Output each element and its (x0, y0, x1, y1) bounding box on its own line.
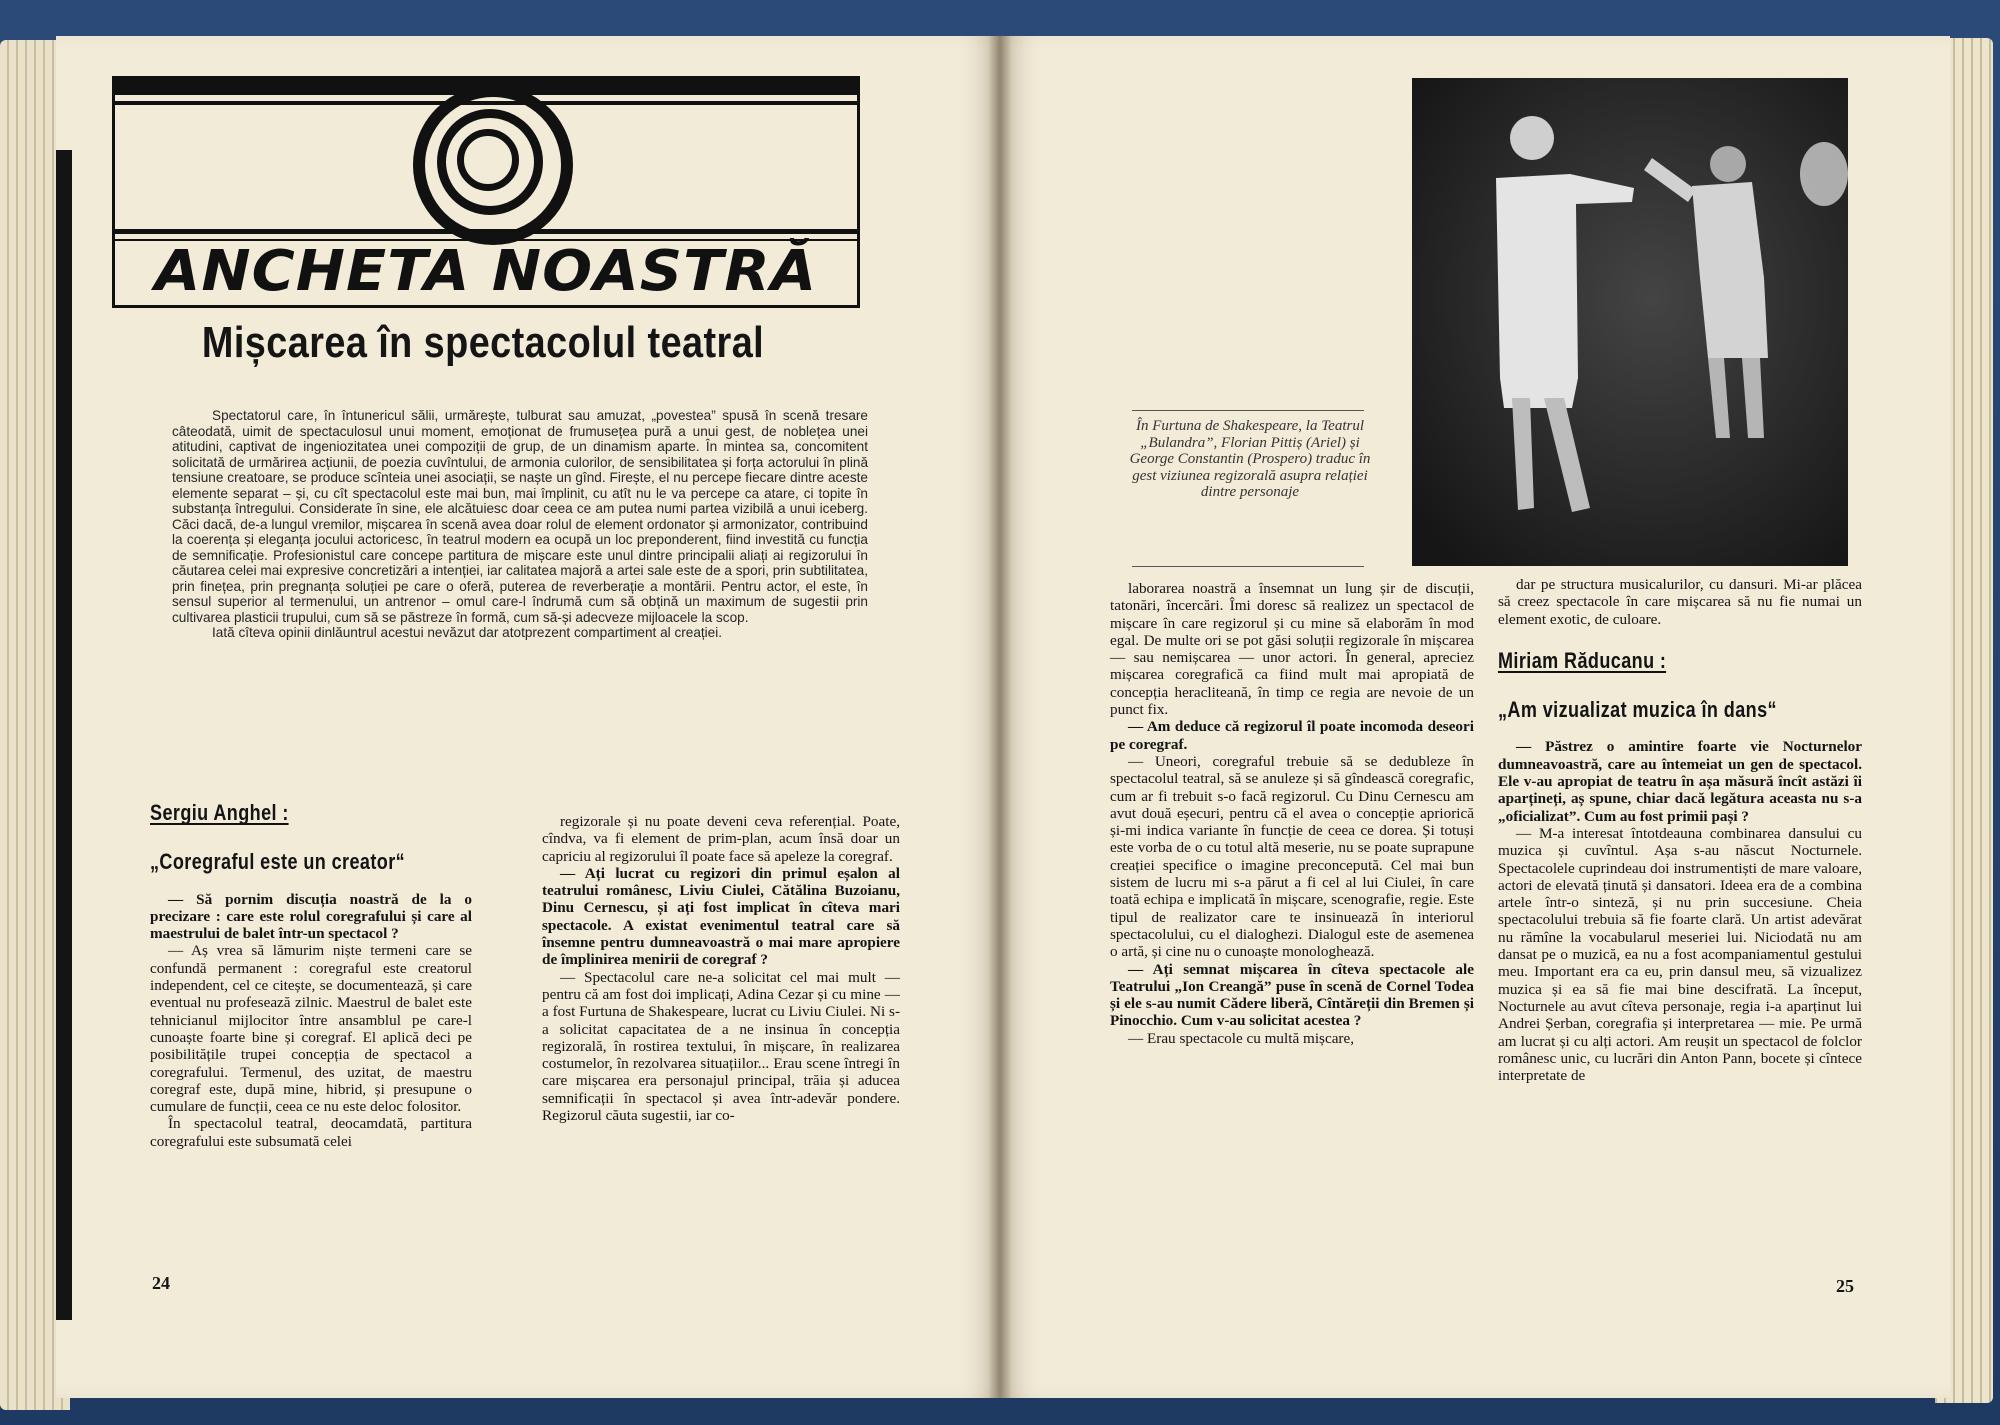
column-1 (150, 800, 472, 1150)
article-intro: Spectatorul care, în întunericul sălii, urmărește, tulburat sau amuzat, „povestea” spusă în scenă tresare câteodată, uimit de spectaculosul unui moment, emoționat de frumusețea pură a unui gest, de noblețea unei atitudini, captivat de ingeniozitatea unei compoziții de grup, de un dinamism aparte. În mintea sa, concomitent solicitată de urmărirea acțiunii, de poezia cuvîntului, de armonia culorilor, de sensibilitatea și forța actorului în plină tensiune creatoare, se produce scînteia unei asociații, se naște un gînd. Firește, el nu percepe fiecare dintre aceste elemente separat – și, cu cît spectacolul este mai bun, mai împlinit, cu atît nu le va percepe ca atare, ci topite în substanța întregului. Considerate în sine, ele alcătuiesc doar ceea ce am putea numi partea vizibilă a unui iceberg. Căci dacă, de-a lungul vremilor, mișcarea în scenă avea doar rolul de element ordonator și armonizator, contribuind la coerența și eleganța jocului actoricesc, în teatrul modern ea ocupă un loc preponderent, fiind investită cu funcția de semnificație. Profesionistul care concepe partitura de mișcare este unul dintre principalii aliați ai regizorului în căutarea celei mai expresive concretizări a intenției, iar calitatea majoră a artei sale este de a spori, prin subtilitatea, prin finețea, prin pregnanța soluției pe care o oferă, puterea de reverberație a montării. Pentru actor, el este, în sensul superior al termenului, un antrenor – omul care-l îndrumă cum să obțină un maximum de sugestii prin cultivarea plasticii trupului, cum să se păstreze în formă, cum să-și adecveze mijloacele la scop. Iată cîteva opinii dinlăuntrul acestui nevăzut dar atotprezent compartiment al creației. (172, 408, 868, 640)
interview-headline: „Coregraful este un creator“ (150, 849, 406, 875)
survey-header (112, 76, 860, 308)
column-3 (1110, 580, 1474, 1047)
caption-rule (1132, 566, 1364, 567)
interview-question: — Am deduce că regizorul îl poate incomoda deseori pe coregraf. (1110, 718, 1474, 753)
rings-logo-icon (413, 85, 563, 235)
production-photo (1412, 78, 1848, 566)
article-title: Mișcarea în spectacolul teatral (201, 318, 765, 367)
interview-question: — Ați semnat mișcarea în cîteva spectacole ale Teatrului „Ion Creangă” puse în scenă de Cornel Todea și ele s-au numit Cădere liberă, Cîntăreții din Bremen și Pinocchio. Cum v-au solicitat acestea ? (1110, 960, 1474, 1030)
interview-question: — Să pornim discuția noastră de la o precizare : care este rolul coregrafului și care al maestrului de balet într-un spectacol ? (150, 890, 472, 943)
interview-answer: — M-a interesat întotdeauna combinarea dansului cu muzica și cuvîntul. Așa s-au născut Nocturnele. Spectacolele cuprindeau doi instrumentiști de mare valoare, actori de elevată ținută și dansatori. Ideea era de a combina artele într-o sinteză, și nu prin succesiune. Cheia spectacolului trebuia să fie foarte clară. Un artist adevărat nu rămîne la vocabularul meseriei lui. Niciodată nu am dansat pe o muzică, ea nu a fost acompaniamentul gestului meu. Important era ca eu, prin dansul meu, să vizualizez muzica și ea să fie mai bine descifrată. La început, Nocturnele au avut cîteva personaje, regia i-a aparținut lui Andrei Șerban, coregrafia și interpretarea — mie. Pe urmă am lucrat și cu alți actori. Am reușit un spectacol de folclor românesc unic, cu lucrări din Anton Pann, bocete și cîntece interpretate de (1498, 824, 1862, 1085)
column-4 (1498, 576, 1862, 1084)
photo-caption: În Furtuna de Shakespeare, la Teatrul „Bulandra”, Florian Pittiș (Ariel) și George Constantin (Prospero) traduc în gest viziunea regizorală asupra relației dintre personaje (1129, 418, 1371, 500)
interview-answer: — Erau spectacole cu multă mișcare, (1128, 1029, 1355, 1047)
actors-figure-icon (1412, 78, 1848, 566)
interview-question: — Ați lucrat cu regizori din primul eșalon al teatrului românesc, Liviu Ciulei, Cătălina Buzoianu, Dinu Cernescu, și ați fost implicat în cîteva mari spectacole. A existat evenimentul teatral care să însemne pentru dumneavoastră o mai mare apropiere de împlinirea menirii de coregraf ? (542, 864, 900, 969)
page-number: 25 (1836, 1276, 1854, 1296)
interview-answer: regizorale și nu poate deveni ceva referențial. Poate, cîndva, va fi element de prim-plan, acum însă doar un capriciu al regizorului îl poate face să apeleze la coregraf. (542, 813, 900, 865)
caption-rule (1132, 410, 1364, 411)
interview-answer: În spectacolul teatral, deocamdată, partitura coregrafului este subsumată celei (150, 1115, 472, 1150)
interview-answer: — Uneori, coregraful trebuie să se dedubleze în spectacolul teatral, să se anuleze și să gîndească coregrafic, cum ar fi trebuit s-o facă regizorul. Cu Dinu Cernescu am avut două eșecuri, pentru că el avea o concepție apriorică și-mi indica variante în funcție de ceea ce dorea. Și totuși este vorba de o cu totul altă meserie, nu se poate suprapune creației specifice o imagine preconcepută. Cel mai bun sistem de lucru mi s-a părut a fi cel al lui Ciulei, în care toată echipa e implicată în mișcare, scenografie, regie. Este tipul de realizator care te insinuează în interiorul spectacolului, cu el dialoghezi. Dialogul este de asemenea o artă, și cine nu o cunoaște monologhează. (1110, 752, 1474, 961)
interview-headline: „Am vizualizat muzica în dans“ (1498, 697, 1777, 723)
bookmark-ribbon (56, 150, 72, 1320)
book-gutter (988, 36, 1012, 1398)
interview-answer: dar pe structura musicalurilor, cu dansuri. Mi-ar plăcea să creez spectacole în care mișcarea să nu fie numai un element exotic, de culoare. (1498, 576, 1862, 628)
interview-answer: laborarea noastră a însemnat un lung șir de discuții, tatonări, încercări. Îmi doresc să realizez un spectacol de mișcare în care regizorul și cu mine să elaborăm în mod egal. De multe ori se pot găsi soluții regizorale în mișcarea — sau nemișcarea — unor actori. În general, apreciez mișcarea coregrafică ca fiind mult mai apropiată de concepția heracliteană, în timp ce regia are nevoie de un punct fix. (1110, 580, 1474, 719)
interview-answer: — Spectacolul care ne-a solicitat cel mai mult — pentru că am fost doi implicați, Adina Cezar și cu mine — a fost Furtuna de Shakespeare, lucrat cu Liviu Ciulei. Ni s-a solicitat capacitatea de a ne insinua în concepția regizorală, în rostirea textului, în mișcare, în realizarea costumelor, în rezolvarea situațiilor... Erau scene întregi în care mișcarea era personajul principal, trăia și aducea semnificații în spectacol și avea într-adevăr pondere. Regizorul căuta sugestii, iar co- (542, 968, 900, 1125)
interviewee-name: Miriam Răducanu : (1498, 647, 1667, 673)
interview-question: — Păstrez o amintire foarte vie Nocturnelor dumneavoastră, care au întemeiat un gen de spectacol. Ele v-au apropiat de teatru în așa măsură încît astăzi îi aparțineți, aș spune, chiar dacă legătura aceasta nu s-a „oficializat”. Cum au fost primii pași ? (1498, 738, 1862, 825)
survey-title: ANCHETA NOASTRĂ (154, 239, 818, 304)
page-number: 24 (152, 1273, 170, 1293)
interview-answer: — Aș vrea să lămurim niște termeni care se confundă permanent : coregraful este creatorul independent, cel ce citește, se documentează, și care eventual nu profesează zilnic. Maestrul de balet este tehnicianul mijlocitor între ansamblul pe care-l cunoaște foarte bine și coregraf. El aplică deci pe posibilitățile trupei concepția de spectacol a coregrafului. Termenul, des uzitat, de maestru coregraf este, după mine, hibrid, și presupune o cumulare de funcții, ceea ce nu este deloc folositor. (150, 942, 472, 1116)
column-2 (542, 813, 900, 1124)
interviewee-name: Sergiu Anghel : (150, 800, 289, 825)
